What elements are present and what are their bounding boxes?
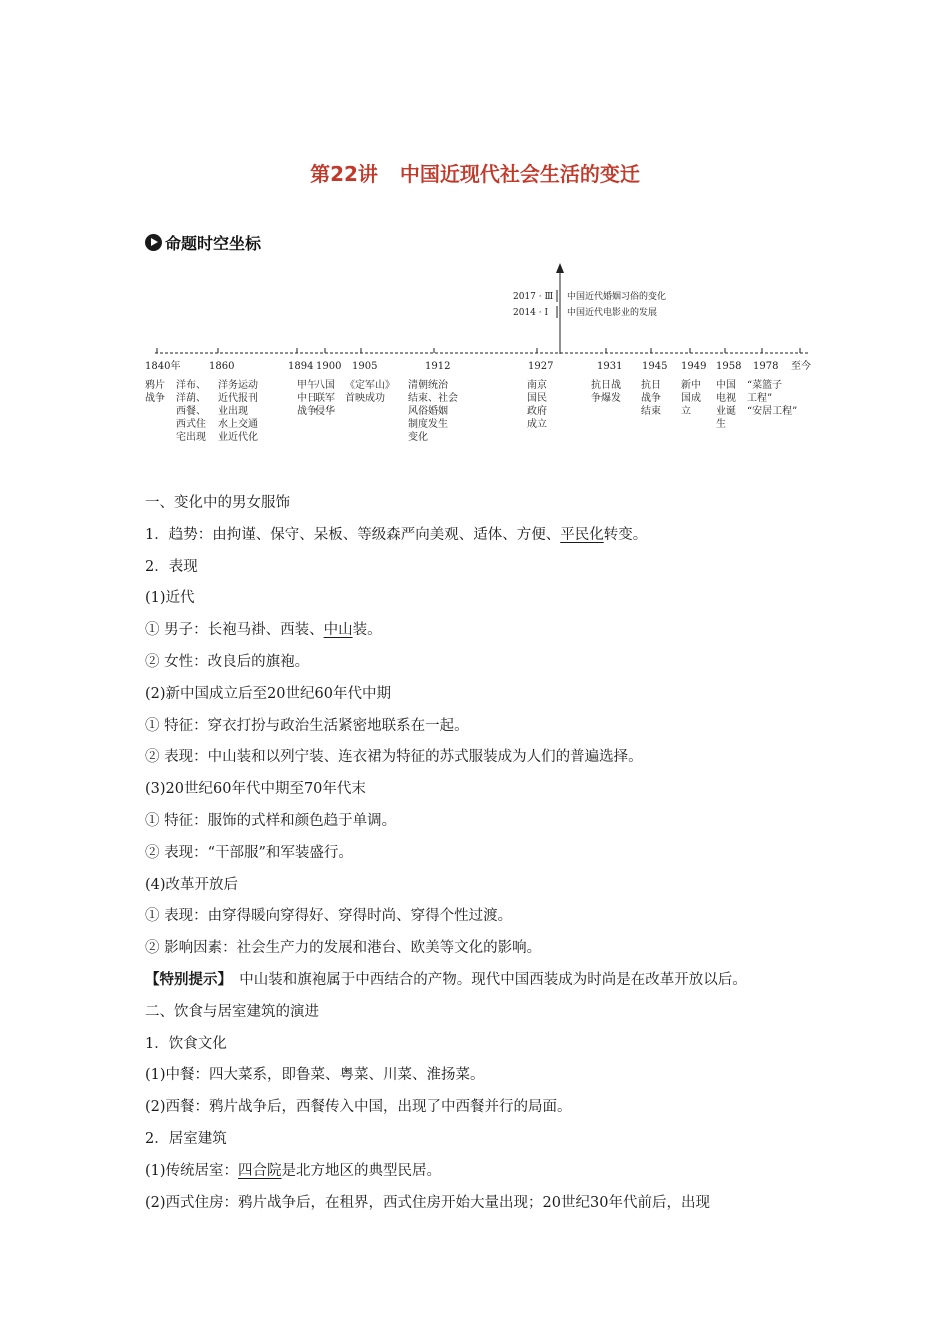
timeline-event-text: 洋葫、: [176, 393, 206, 404]
timeline-event-text: 战争: [297, 406, 317, 417]
text-line: (1)传统居室：四合院是北方地区的典型民居。: [145, 1162, 442, 1179]
text-line: ② 表现：“干部服”和军装盛行。: [145, 844, 353, 861]
lecture-topic: 中国近现代社会生活的变迁: [399, 162, 640, 186]
timeline-year: 1927: [528, 361, 554, 372]
timeline-event-text: 立: [681, 406, 691, 417]
arrow-up-icon: [556, 263, 564, 273]
lecture-number: 第22讲: [310, 162, 378, 186]
text-line: ① 表现：由穿得暖向穿得好、穿得时尚、穿得个性过渡。: [145, 908, 513, 925]
timeline-event-text: 国成: [681, 393, 701, 404]
timeline-event-text: 近代报刊: [218, 393, 258, 404]
text-line: ② 女性：改良后的旗袍。: [145, 653, 310, 670]
timeline-event-text: 结束、社会: [408, 393, 458, 404]
timeline-event-text: 变化: [408, 432, 428, 443]
timeline-event-text: 西式住: [176, 419, 206, 430]
timeline-event-text: “菜篮子: [747, 380, 783, 391]
underlined-answer: 四合院: [238, 1162, 282, 1179]
text-line: ① 特征：穿衣打扮与政治生活紧密地联系在一起。: [145, 717, 469, 734]
timeline-year: 1978: [753, 361, 779, 372]
timeline-event-text: 首映成功: [345, 393, 385, 404]
text-line: (2)西餐：鸦片战争后，西餐传入中国，出现了中西餐并行的局面。: [145, 1099, 572, 1116]
timeline-event-text: 政府: [527, 406, 547, 417]
timeline-event-text: 成立: [527, 419, 547, 430]
timeline-event-text: 西餐、: [176, 406, 206, 417]
text-line: (1)中餐：四大菜系，即鲁菜、粤菜、川菜、淮扬菜。: [145, 1067, 485, 1084]
text-line: 1．趋势：由拘谨、保守、呆板、等级森严向美观、适体、方便、平民化转变。: [145, 526, 648, 543]
text-line: (3)20世纪60年代中期至70年代末: [145, 781, 366, 798]
timeline-event-text: 清朝统治: [408, 380, 448, 391]
timeline-event-text: 业诞: [716, 406, 736, 417]
timeline-year: 1905: [352, 361, 378, 372]
exam-ref-text: 中国近代电影业的发展: [567, 308, 658, 318]
underlined-answer: 中山: [323, 622, 353, 639]
text-line: (1)近代: [145, 590, 195, 607]
text-line: ① 特征：服饰的式样和颜色趋于单调。: [145, 812, 397, 829]
timeline-year: 1912: [425, 361, 451, 372]
text-line: ② 影响因素：社会生产力的发展和港台、欧美等文化的影响。: [145, 940, 542, 957]
timeline-event-text: 工程”: [747, 393, 773, 404]
timeline-year: 1931: [597, 361, 623, 372]
timeline-year: 至今: [791, 361, 811, 372]
timeline-event-text: 制度发生: [408, 419, 448, 430]
timeline-event-text: 争爆发: [591, 393, 621, 404]
text-line: 一、变化中的男女服饰: [145, 495, 290, 511]
timeline-event-text: 中日: [297, 393, 317, 404]
timeline-event-text: 洋务运动: [218, 380, 258, 391]
timeline-event-text: 业出现: [218, 406, 248, 417]
timeline-event-text: 新中: [681, 380, 701, 391]
text-line: (4)改革开放后: [145, 876, 239, 893]
text-line: ① 男子：长袍马褂、西装、中山装。: [145, 622, 382, 639]
exam-ref-label: 2014 · Ⅰ: [513, 308, 549, 318]
timeline-event-text: 结束: [641, 406, 661, 417]
text-line: 【特别提示】 中山装和旗袍属于中西结合的产物。现代中国西装成为时尚是在改革开放以后。: [145, 971, 747, 988]
timeline-event-text: 鸦片: [145, 380, 165, 391]
timeline-event-text: 战争: [641, 393, 661, 404]
exam-ref-text: 中国近代婚姻习俗的变化: [567, 292, 667, 302]
section-heading-label: 命题时空坐标: [165, 234, 262, 253]
timeline-event-text: 联军: [315, 393, 335, 404]
timeline-event-text: 宅出现: [176, 432, 206, 443]
timeline-event-text: 洋布、: [176, 380, 206, 391]
timeline-diagram: [0, 0, 950, 460]
text-line: ② 表现：中山装和以列宁装、连衣裙为特征的苏式服装成为人们的普遍选择。: [145, 749, 643, 766]
text-line: 1．饮食文化: [145, 1035, 227, 1052]
timeline-event-text: 战争: [145, 393, 165, 404]
timeline-event-text: 《定军山》: [345, 380, 395, 391]
timeline-year: 1900: [316, 361, 342, 372]
text-line: (2)西式住房：鸦片战争后，在租界，西式住房开始大量出现；20世纪30年代前后，出现: [145, 1194, 710, 1211]
text-line: 2．居室建筑: [145, 1130, 227, 1147]
underlined-answer: 平民化: [560, 526, 604, 543]
timeline-year: 1945: [642, 361, 668, 372]
text-line: 二、饮食与居室建筑的演进: [145, 1003, 319, 1020]
timeline-event-text: 甲午: [297, 380, 317, 391]
timeline-year: 1840年: [145, 361, 181, 372]
timeline-event-text: 风俗婚姻: [408, 406, 448, 417]
timeline-event-text: 电视: [716, 393, 736, 404]
text-line: (2)新中国成立后至20世纪60年代中期: [145, 685, 391, 702]
document-body: [145, 488, 825, 1219]
timeline-event-text: 水上交通: [218, 419, 258, 430]
special-tip-label: 【特别提示】: [145, 971, 225, 988]
timeline-event-text: 国民: [527, 393, 547, 404]
timeline-event-text: 南京: [527, 380, 547, 391]
timeline-year: 1860: [209, 361, 235, 372]
timeline-event-text: 中国: [716, 380, 736, 391]
timeline-event-text: 抗日战: [591, 380, 621, 391]
timeline-event-text: 八国: [315, 380, 335, 391]
exam-ref-label: 2017 · Ⅲ: [513, 292, 554, 302]
timeline-event-text: “安居工程”: [747, 406, 798, 417]
timeline-event-text: 抗日: [641, 380, 661, 391]
timeline-event-text: 生: [716, 419, 726, 430]
timeline-event-text: 业近代化: [218, 432, 258, 443]
timeline-year: 1958: [716, 361, 742, 372]
text-line: 2．表现: [145, 558, 198, 575]
timeline-event-text: 侵华: [315, 406, 335, 417]
timeline-year: 1894: [288, 361, 314, 372]
timeline-year: 1949: [681, 361, 707, 372]
